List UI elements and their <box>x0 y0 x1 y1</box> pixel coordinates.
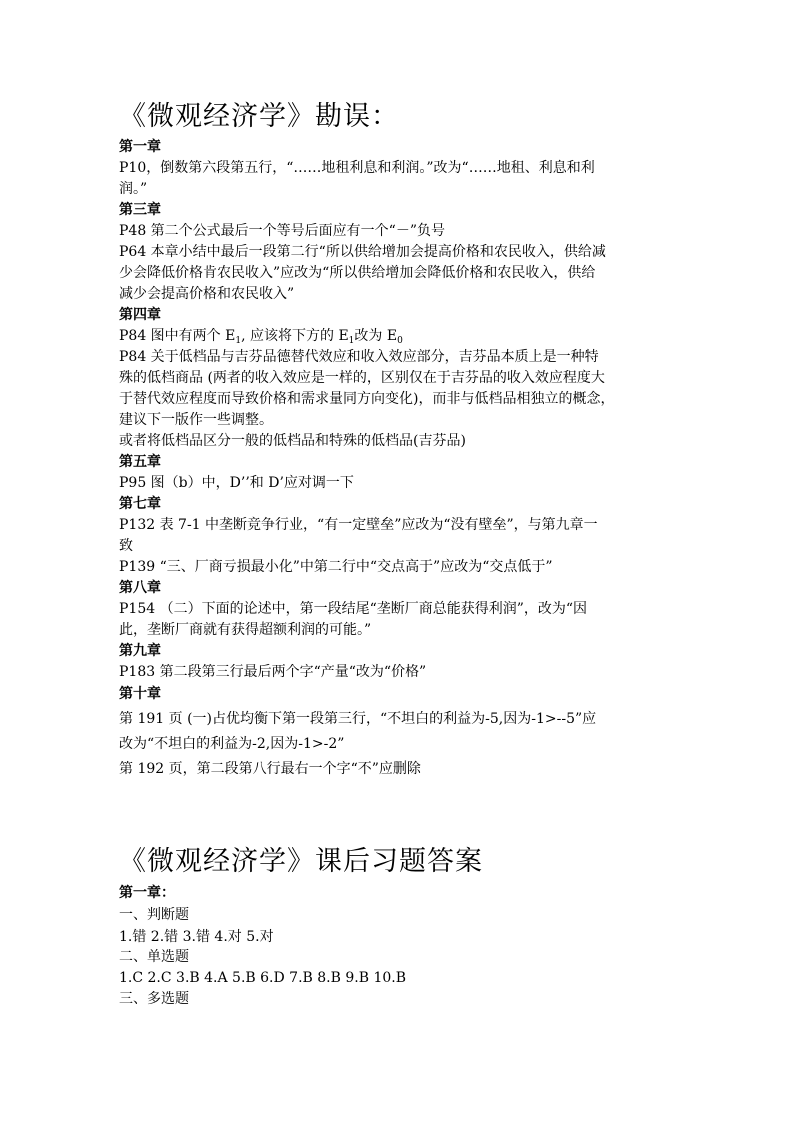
chapter-heading: 第七章 <box>119 496 161 512</box>
erratum-line: 殊的低档商品 (两者的收入效应是一样的，区别仅在于吉芬品的收入效应程度大 <box>119 370 605 386</box>
section-label: 一、判断题 <box>119 907 189 923</box>
chapter-heading: 第一章 <box>119 139 161 155</box>
erratum-line: P10，倒数第六段第五行，“……地租利息和利润。”改为“……地租、利息和利 <box>119 160 595 176</box>
section-label: 三、多选题 <box>119 991 189 1007</box>
erratum-text: 改为 E <box>354 328 398 344</box>
chapter-heading: 第三章 <box>119 202 161 218</box>
erratum-line: P154 （二）下面的论述中，第一段结尾“垄断厂商总能获得利润”，改为“因 <box>119 601 588 617</box>
erratum-line: 此，垄断厂商就有获得超额利润的可能。” <box>119 622 372 638</box>
erratum-text: P84 图中有两个 E <box>119 328 236 344</box>
erratum-line <box>119 327 403 346</box>
erratum-line: 致 <box>119 538 133 554</box>
subscript: 1 <box>348 336 355 346</box>
erratum-line: P183 第二段第三行最后两个字“产量“改为“价格” <box>119 664 427 680</box>
subscript: 1 <box>235 336 242 346</box>
chapter-heading: 第十章 <box>119 686 161 702</box>
erratum-line: P64 本章小结中最后一段第二行“所以供给增加会提高价格和农民收入，供给减 <box>119 244 606 260</box>
erratum-line: P48 第二个公式最后一个等号后面应有一个“－”负号 <box>119 223 445 239</box>
errata-title: 《微观经济学》勘误： <box>119 101 399 132</box>
erratum-line: 第 192 页，第二段第八行最右一个字“不”应删除 <box>119 761 421 777</box>
erratum-line: 减少会提高价格和农民收入” <box>119 286 295 302</box>
chapter-heading: 第一章： <box>119 885 175 901</box>
erratum-line: 润。” <box>119 181 148 197</box>
subscript: 0 <box>397 336 403 346</box>
answer-row: 1.错 2.错 3.错 4.对 5.对 <box>119 929 274 945</box>
erratum-line: P132 表 7-1 中垄断竞争行业，“有一定壁垒”应改为“没有壁垒”，与第九章一 <box>119 517 598 533</box>
erratum-line: P95 图（b）中，D’’和 D’应对调一下 <box>119 475 354 491</box>
erratum-line: 于替代效应程度而导致价格和需求量同方向变化)，而非与低档品相独立的概念， <box>119 391 615 407</box>
erratum-line: 建议下一版作一些调整。 <box>119 412 273 428</box>
erratum-line: 少会降低价格肯农民收入”应改为“所以供给增加会降低价格和农民收入，供给 <box>119 265 596 281</box>
chapter-heading: 第四章 <box>119 307 161 323</box>
erratum-line: 改为“不坦白的利益为-2,因为-1>-2” <box>119 736 345 752</box>
erratum-line: P84 关于低档品与吉芬品德替代效应和收入效应部分，吉芬品本质上是一种特 <box>119 349 599 365</box>
answers-title: 《微观经济学》课后习题答案 <box>119 846 483 877</box>
chapter-heading: 第五章 <box>119 454 161 470</box>
section-label: 二、单选题 <box>119 949 189 965</box>
erratum-line: P139 “三、厂商亏损最小化”中第二行中“交点高于”应改为“交点低于” <box>119 559 553 575</box>
erratum-line: 或者将低档品区分一般的低档品和特殊的低档品(吉芬品) <box>119 433 466 449</box>
chapter-heading: 第八章 <box>119 580 161 596</box>
erratum-text: , 应该将下方的 E <box>241 328 349 344</box>
chapter-heading: 第九章 <box>119 643 161 659</box>
erratum-line: 第 191 页 (一)占优均衡下第一段第三行，“不坦白的利益为-5,因为-1>--5”应 <box>119 711 597 727</box>
answer-row: 1.C 2.C 3.B 4.A 5.B 6.D 7.B 8.B 9.B 10.B <box>119 970 407 986</box>
